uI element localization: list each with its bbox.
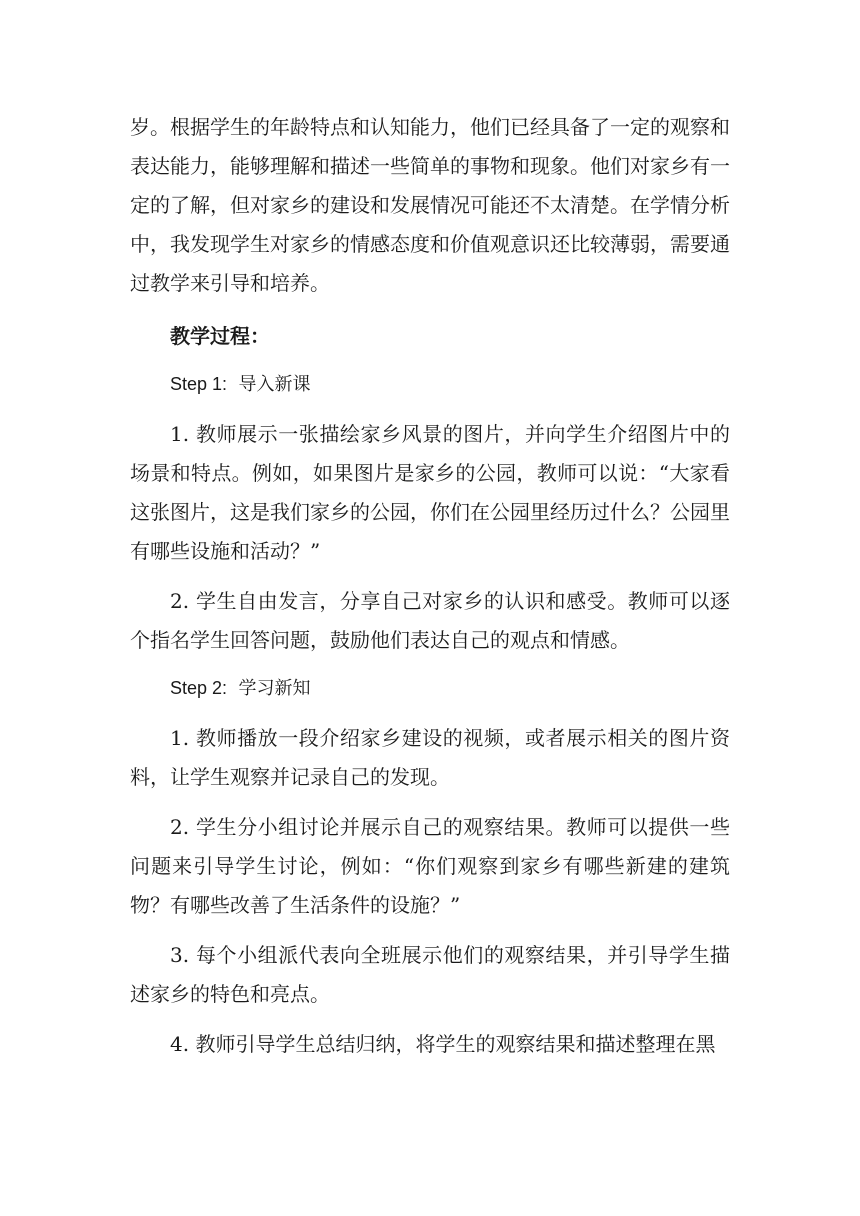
intro-paragraph: 岁。根据学生的年龄特点和认知能力，他们已经具备了一定的观察和表达能力，能够理解和描述一些简单的事物和现象。他们对家乡有一定的了解，但对家乡的建设和发展情况可能还不太清楚。在学情分析中，我发现学生对家乡的情感态度和价值观意识还比较薄弱，需要通过教学来引导和培养。 (130, 115, 730, 295)
section-heading: 教学过程： (170, 324, 270, 348)
document-page (130, 108, 730, 1064)
step-1-item-1: 1. 教师展示一张描绘家乡风景的图片，并向学生介绍图片中的场景和特点。例如，如果图片是家乡的公园，教师可以说：“大家看这张图片，这是我们家乡的公园，你们在公园里经历过什么？公园里有哪些设施和活动？” (130, 422, 730, 563)
step-2-title: 学习新知 (238, 678, 311, 699)
step-2-item-3: 3. 每个小组派代表向全班展示他们的观察结果，并引导学生描述家乡的特色和亮点。 (130, 943, 730, 1006)
step-2-item-1: 1. 教师播放一段介绍家乡建设的视频，或者展示相关的图片资料，让学生观察并记录自己的发现。 (130, 726, 730, 789)
step-1-heading (130, 365, 730, 404)
step-1-item-2: 2. 学生自由发言，分享自己对家乡的认识和感受。教师可以逐个指名学生回答问题，鼓励他们表达自己的观点和情感。 (130, 589, 730, 652)
step-1-label: Step 1: (170, 374, 228, 394)
step-2-item-2: 2. 学生分小组讨论并展示自己的观察结果。教师可以提供一些问题来引导学生讨论，例如：“你们观察到家乡有哪些新建的建筑物？有哪些改善了生活条件的设施？” (130, 815, 730, 917)
step-2-label: Step 2: (170, 678, 228, 698)
step-2-item-4: 4. 教师引导学生总结归纳，将学生的观察结果和描述整理在黑 (170, 1032, 716, 1056)
step-1-title: 导入新课 (238, 374, 311, 395)
step-2-heading (130, 669, 730, 708)
